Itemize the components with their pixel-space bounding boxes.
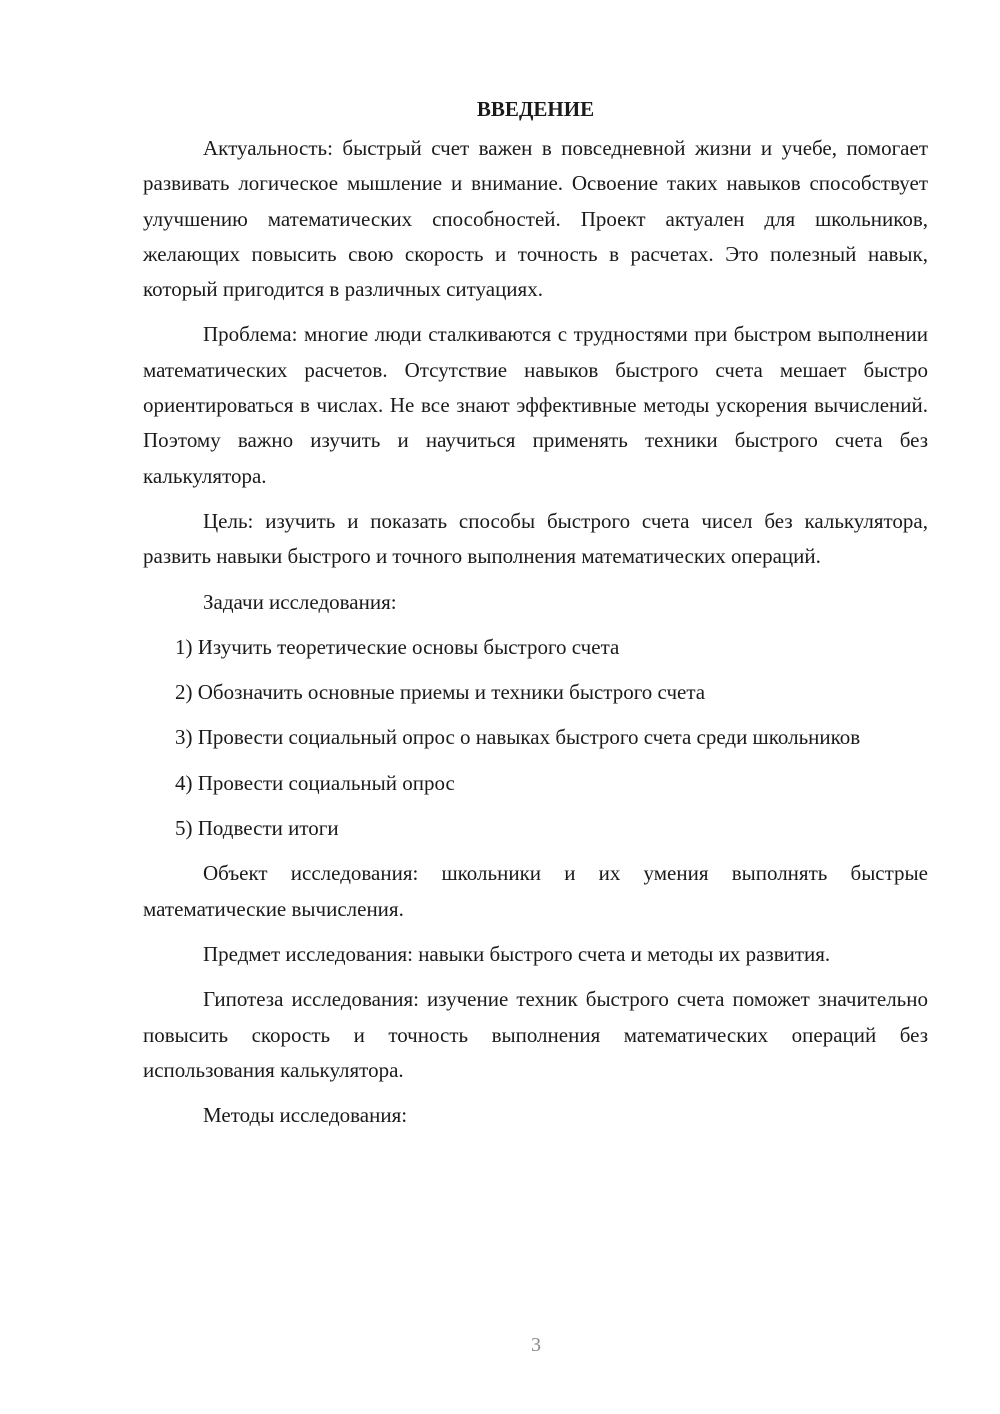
section-title: ВВЕДЕНИЕ bbox=[476, 97, 595, 121]
paragraph-relevance: Актуальность: быстрый счет важен в повседневной жизни и учебе, помогает развивать логическое мышление и внимание. Освоение таких навыков способствует улучшению математических способностей. Проект актуален для школьников, желающих повысить свою скорость и точность в расчетах. Это полезный навык, который пригодится в различных ситуациях. bbox=[143, 136, 928, 302]
paragraph-goal: Цель: изучить и показать способы быстрого счета чисел без калькулятора, развить навыки быстрого и точного выполнения математических операций. bbox=[143, 508, 928, 569]
page-number: 3 bbox=[531, 1334, 541, 1356]
task-item-2: 2) Обозначить основные приемы и техники быстрого счета bbox=[175, 680, 706, 705]
document-page bbox=[143, 92, 928, 1143]
task-item-5: 5) Подвести итоги bbox=[175, 816, 339, 841]
tasks-heading: Задачи исследования: bbox=[203, 589, 397, 614]
task-item-3: 3) Провести социальный опрос о навыках быстрого счета среди школьников bbox=[175, 725, 861, 750]
paragraph-object: Объект исследования: школьники и их умения выполнять быстрые математические вычисления. bbox=[143, 861, 928, 921]
task-item-1: 1) Изучить теоретические основы быстрого счета bbox=[175, 634, 620, 659]
paragraph-hypothesis: Гипотеза исследования: изучение техник быстрого счета поможет значительно повысить скорость и точность выполнения математических операций без использования калькулятора. bbox=[143, 987, 928, 1082]
methods-heading: Методы исследования: bbox=[203, 1103, 408, 1128]
paragraph-subject: Предмет исследования: навыки быстрого счета и методы их развития. bbox=[203, 941, 831, 966]
paragraph-problem: Проблема: многие люди сталкиваются с трудностями при быстром выполнении математических расчетов. Отсутствие навыков быстрого счета мешает быстро ориентироваться в числах. Не все знают эффективные методы ускорения вычислений. Поэтому важно изучить и научиться применять техники быстрого счета без калькулятора. bbox=[143, 322, 928, 488]
task-item-4: 4) Провести социальный опрос bbox=[175, 770, 455, 795]
